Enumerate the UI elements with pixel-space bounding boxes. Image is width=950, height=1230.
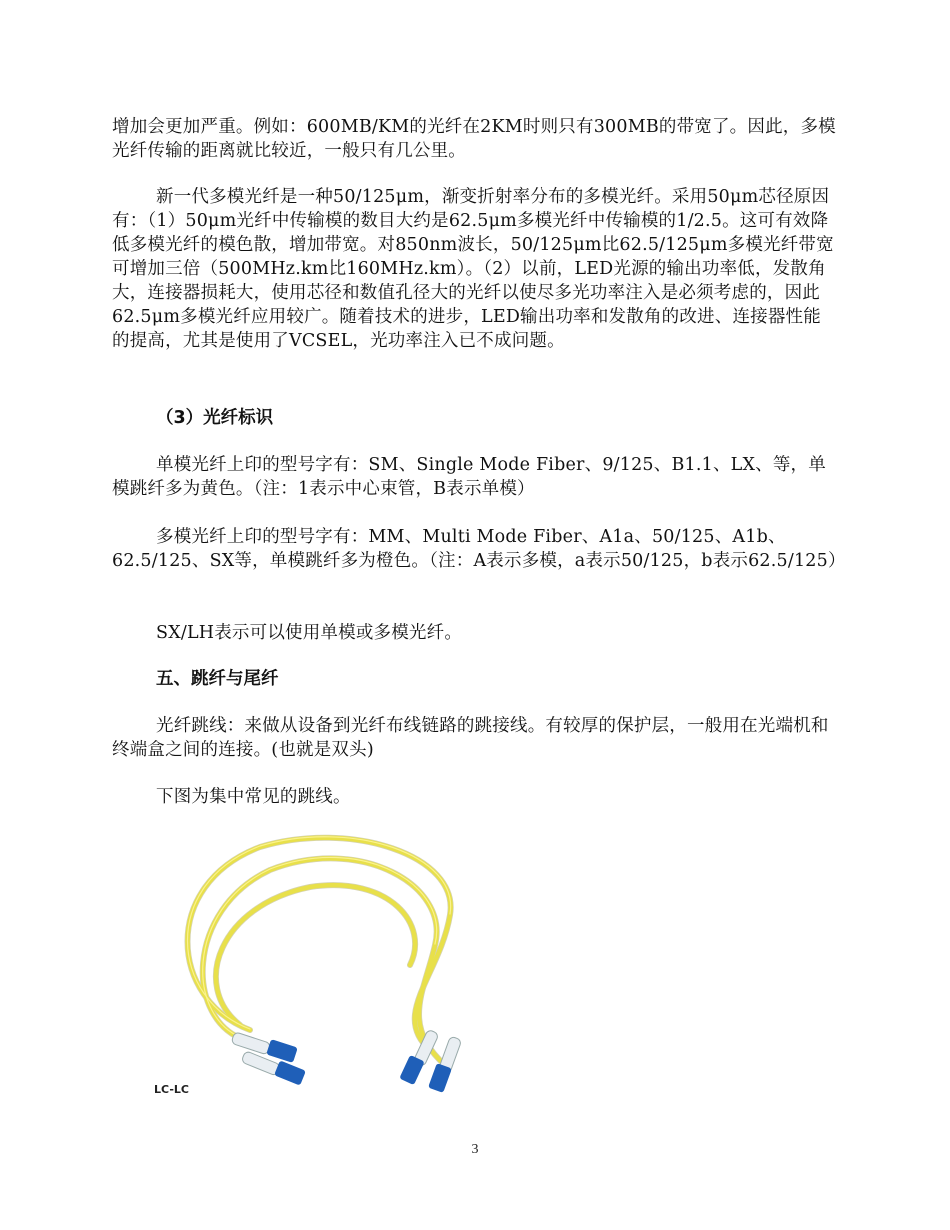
paragraph-singlemode-marking: 单模光纤上印的型号字有：SM、Single Mode Fiber、9/125、B1.1、LX、等，单模跳纤多为黄色。（注：1表示中心束管，B表示单模） — [112, 455, 826, 499]
paragraph-sx-lh: SX/LH表示可以使用单模或多模光纤。 — [156, 623, 463, 643]
paragraph-patch-cord: 光纤跳线：来做从设备到光纤布线链路的跳接线。有较厚的保护层，一般用在光端机和终端盒之间的连接。(也就是双头) — [112, 716, 829, 760]
heading-fiber-marking: （3）光纤标识 — [156, 408, 274, 428]
paragraph-intro: 增加会更加严重。例如：600MB/KM的光纤在2KM时则只有300MB的带宽了。因此，多模光纤传输的距离就比较近，一般只有几公里。 — [112, 117, 836, 161]
heading-patch-pigtail: 五、跳纤与尾纤 — [156, 669, 279, 689]
figure-label: LC-LC — [154, 1083, 189, 1096]
paragraph-multimode-marking: 多模光纤上印的型号字有：MM、Multi Mode Fiber、A1a、50/125、A1b、62.5/125、SX等，单模跳纤多为橙色。（注：A表示多模，a表示50/125，b表示62.5/125） — [112, 527, 846, 571]
page-number: 3 — [471, 1142, 479, 1157]
paragraph-figure-caption: 下图为集中常见的跳线。 — [156, 787, 351, 807]
lc-lc-patch-cord-image — [150, 825, 480, 1100]
paragraph-new-multimode: 新一代多模光纤是一种50/125μm，渐变折射率分布的多模光纤。采用50μm芯径原因有：（1）50μm光纤中传输模的数目大约是62.5μm多模光纤中传输模的1/2.5。这可有效降低多模光纤的模色散，增加带宽。对850nm波长，50/125μm比62.5/125μm多模光纤带宽可增加三倍（500MHz.km比160MHz.km）。（2）以前，LED光源的输出功率低，发散角大，连接器损耗大，使用芯径和数值孔径大的光纤以使尽多光功率注入是必须考虑的，因此62.5μm多模光纤应用较广。随着技术的进步，LED输出功率和发散角的改进、连接器性能的提高，尤其是使用了VCSEL，光功率注入已不成问题。 — [112, 187, 834, 351]
